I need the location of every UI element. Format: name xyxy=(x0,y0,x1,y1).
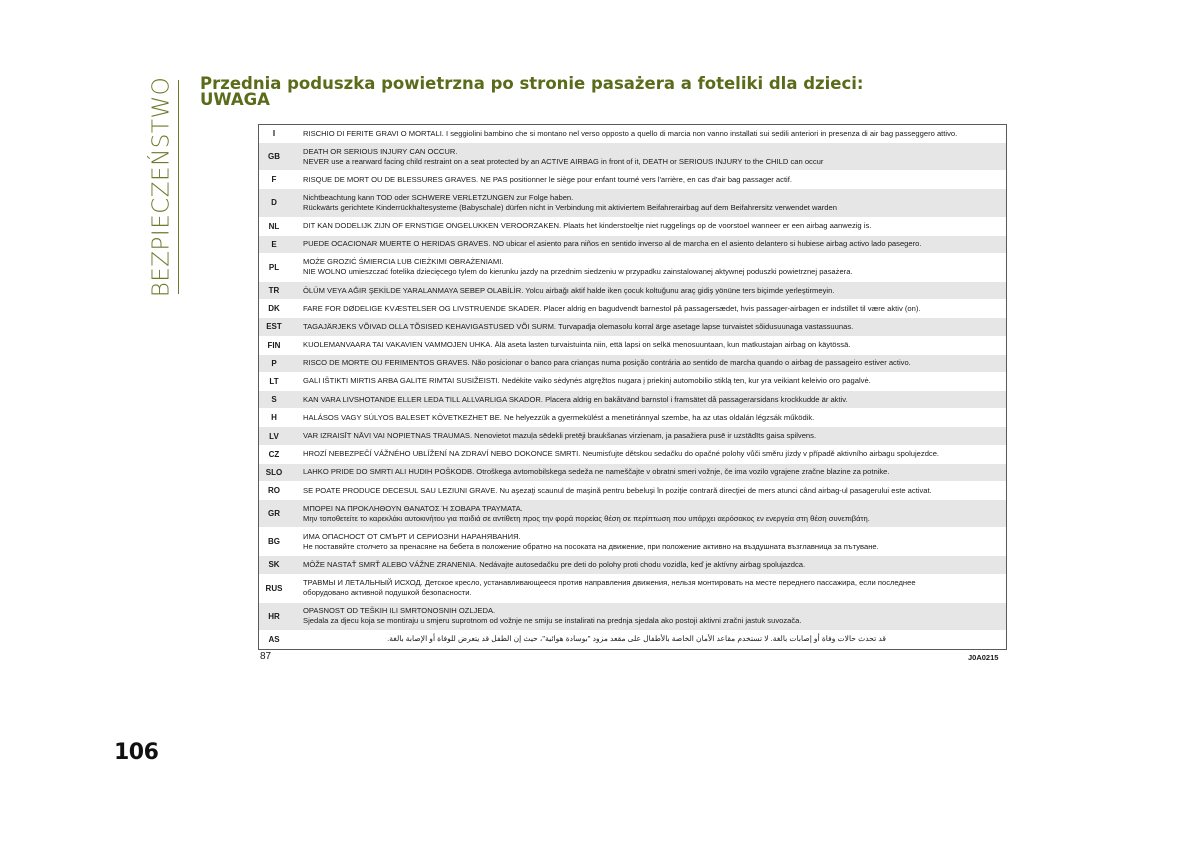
language-code: HR xyxy=(268,611,280,621)
heading-line-1: Przednia poduszka powietrzna po stronie pasażera a foteliki dla dzieci: xyxy=(200,74,864,93)
table-row xyxy=(259,446,1006,464)
warning-text xyxy=(289,603,1006,630)
section-label-text: BEZPIECZEŃSTWO xyxy=(148,76,174,298)
language-code: PL xyxy=(268,262,280,272)
warning-text xyxy=(289,300,1006,317)
warning-text xyxy=(289,337,1006,354)
language-code: GR xyxy=(268,509,280,519)
table-row xyxy=(259,189,1006,217)
warning-text-line: LAHKO PRIDE DO SMRTI ALI HUDIH POŠKODB. Otroškega avtomobilskega sedeža ne nameščajte v obratni smeri vožnje, če ima vozilo vgrajene zračne blazine za potnike. xyxy=(303,467,890,477)
warning-text xyxy=(289,125,1006,142)
language-code: SK xyxy=(268,560,280,570)
table-row xyxy=(259,556,1006,574)
warning-text-line: ТРАВМЫ И ЛЕТАЛЬНЫЙ ИСХОД. Детское кресло, устанавливающееся против направления движения, нельзя монтировать на месте переднего пассажира, если последнее xyxy=(303,578,916,588)
language-code: F xyxy=(271,175,277,185)
warning-text-line: ΜΠΟΡΕΙ ΝΑ ΠΡΟΚΛΗΘΟΥΝ ΘΑΝΑΤΟΣ Ή ΣΟΒΑΡΑ ΤΡΑΥΜΑΤΑ. xyxy=(303,503,523,513)
warning-text-line: Rückwärts gerichtete Kinderrückhaltesysteme (Babyschale) dürfen nicht in Verbindung mit aktiviertem Beifahrerairbag auf dem Beifahrersitz verwendet warden xyxy=(303,202,837,212)
warning-text xyxy=(289,528,1006,555)
warning-text-line: RISCHIO DI FERITE GRAVI O MORTALI. I seggiolini bambino che si montano nel verso opposto a quello di marcia non vanno installati sui sedili anteriori in presenza di air bag passeggero attivo. xyxy=(303,128,958,138)
table-row xyxy=(259,355,1006,373)
warning-text-line: RISQUE DE MORT OU DE BLESSURES GRAVES. NE PAS positionner le siège pour enfant tourné vers l'arrière, en cas d'air bag passager actif. xyxy=(303,174,792,184)
table-row xyxy=(259,236,1006,254)
table-row xyxy=(259,282,1006,300)
heading-line-2: UWAGA xyxy=(200,90,270,109)
warning-text-line: KUOLEMANVAARA TAI VAKAVIEN VAMMOJEN UHKA. Älä aseta lasten turvaistuinta niin, että lapsi on selkä menosuuntaan, kun matkustajan airbag on käytössä. xyxy=(303,340,851,350)
language-code: LV xyxy=(269,431,279,441)
language-code: D xyxy=(271,198,277,208)
warning-text xyxy=(289,373,1006,390)
language-code: NL xyxy=(268,221,280,231)
warning-text-line: ÖLÜM VEYA AĞIR ŞEKİLDE YARALANMAYA SEBEP OLABİLİR. Yolcu airbağı aktif halde iken çocuk koltuğunu araç gidiş yönüne ters biçimde yerleştirmeyin. xyxy=(303,285,835,295)
warning-text-line: HROZÍ NEBEZPEČÍ VÁŽNÉHO UBLÍŽENÍ NA ZDRAVÍ NEBO DOKONCE SMRTI. Neumisťujte dětskou sedačku do opačné polohy vůči směru jízdy v případě aktivního airbagu spolujezdce. xyxy=(303,449,940,459)
warning-text-line: MÔŽE NASTAŤ SMRŤ ALEBO VÁŽNE ZRANENIA. Nedávajte autosedačku pre deti do polohy proti chodu vozidla, keď je aktívny airbag spolujazdca. xyxy=(303,559,806,569)
table-row xyxy=(259,500,1006,528)
warning-text xyxy=(289,282,1006,299)
airbag-warning-table xyxy=(258,124,1007,650)
table-row xyxy=(259,125,1006,143)
warning-text-line: Sjedala za djecu koja se montiraju u smjeru suprotnom od vožnje ne smiju se instalirati na prednja sjedala ako postoji aktivni zračni jastuk suvozača. xyxy=(303,616,802,626)
warning-text xyxy=(289,409,1006,426)
table-row xyxy=(259,337,1006,355)
language-code: DK xyxy=(268,304,280,314)
language-code: P xyxy=(271,358,277,368)
warning-text xyxy=(289,189,1006,216)
table-row xyxy=(259,427,1006,445)
warning-text xyxy=(289,355,1006,372)
warning-text xyxy=(289,575,1006,602)
warning-text-line: DIT KAN DODELIJK ZIJN OF ERNSTIGE ONGELUKKEN VEROORZAKEN. Plaats het kinderstoeltje niet ruggelings op de voorstoel wanneer er een airbag aanwezig is. xyxy=(303,221,872,231)
table-row xyxy=(259,373,1006,391)
language-code: TR xyxy=(268,286,280,296)
warning-text xyxy=(289,500,1006,527)
warning-text-line: PUEDE OCACIONAR MUERTE O HERIDAS GRAVES. NO ubicar el asiento para niños en sentido inverso al de marcha en el asiento delantero si hubiese airbag activo lado pasegero. xyxy=(303,239,922,249)
table-row xyxy=(259,254,1006,282)
warning-text-line: قد تحدث حالات وفاة أو إصابات بالغة. لا تستخدم مقاعد الأمان الخاصة بالأطفال على مقعد مزود "بوسادة هوائية"، حيث إن الطفل قد يتعرض للوفاة أو الإصابة بالغة. xyxy=(387,634,886,644)
warning-text-line: FARE FOR DØDELIGE KVÆSTELSER OG LIVSTRUENDE SKADER. Placer aldrig en bagudvendt barnestol på passagersædet, hvis passager-airbagen er indstillet til være aktiv (on). xyxy=(303,303,921,313)
warning-text-line: RISCO DE MORTE OU FERIMENTOS GRAVES. Não posicionar o banco para crianças numa posição contrária ao sentido de marcha quando o airbag de passageiro estiver activo. xyxy=(303,358,911,368)
language-code: E xyxy=(271,239,277,249)
language-code: GB xyxy=(268,152,280,162)
warning-text-line: ИМА ОПАСНОСТ ОТ СМЪРТ И СЕРИОЗНИ НАРАНЯВАНИЯ. xyxy=(303,531,521,541)
warning-text-line: OPASNOST OD TEŠKIH ILI SMRTONOSNIH OZLJEDA. xyxy=(303,606,496,616)
warning-text xyxy=(289,318,1006,335)
warning-text xyxy=(289,464,1006,481)
warning-text-line: Не поставяйте столчето за пренасяне на бебета в положение обратно на посоката на движение, при положение активно на въздушната възглавница за пътуване. xyxy=(303,541,879,551)
warning-text-line: Nichtbeachtung kann TOD oder SCHWERE VERLETZUNGEN zur Folge haben. xyxy=(303,192,574,202)
table-row xyxy=(259,391,1006,409)
warning-text-line: Μην τοποθετείτε το καρεκλάκι αυτοκινήτου για παιδιά σε αντίθετη προς την φορά πορείας θέση σε περίπτωση που υπάρχει αερόσακος εν ενεργεία στη θέση συνεπιβάτη. xyxy=(303,513,870,523)
warning-text-line: MOŻE GROZIĆ ŚMIERCIA LUB CIEŻKIMI OBRAŻENIAMI. xyxy=(303,257,504,267)
language-code: I xyxy=(272,129,276,139)
table-row xyxy=(259,409,1006,427)
warning-text-line: NEVER use a rearward facing child restraint on a seat protected by an ACTIVE AIRBAG in front of it, DEATH or SERIOUS INJURY to the CHILD can occur xyxy=(303,156,824,166)
warning-text xyxy=(289,254,1006,281)
table-row xyxy=(259,300,1006,318)
language-code: CZ xyxy=(268,449,280,459)
language-code: SLO xyxy=(265,467,283,477)
table-row xyxy=(259,318,1006,336)
table-row xyxy=(259,218,1006,236)
section-divider xyxy=(178,80,179,294)
warning-text-line: SE POATE PRODUCE DECESUL SAU LEZIUNI GRAVE. Nu aşezaţi scaunul de maşină pentru bebeluşi în poziţie contrară direcţiei de mers atunci când airbag-ul pasagerului este activat. xyxy=(303,485,932,495)
warning-text xyxy=(289,236,1006,253)
warning-text-line: TAGAJÄRJEKS VÕIVAD OLLA TÕSISED KEHAVIGASTUSED VÕI SURM. Turvapadja olemasolu korral ärge asetage lapse turvaistet sõidusuunaga vastassuunas. xyxy=(303,321,854,331)
table-row xyxy=(259,464,1006,482)
table-row xyxy=(259,603,1006,631)
language-code: S xyxy=(271,395,277,405)
figure-reference: J0A0215 xyxy=(968,653,999,662)
language-code: BG xyxy=(268,537,280,547)
language-code: H xyxy=(271,413,277,423)
warning-text-line: GALI IŠTIKTI MIRTIS ARBA GALITE RIMTAI SUSIŽEISTI. Nedėkite vaiko sėdynės atgręžtos nugara į priekinį automobilio stiklą ten, kur yra veikiant keleivio oro pagalvė. xyxy=(303,376,871,386)
table-row xyxy=(259,528,1006,556)
language-code: RO xyxy=(268,486,280,496)
language-code: RUS xyxy=(265,583,283,593)
warning-text xyxy=(289,391,1006,408)
figure-page-number: 87 xyxy=(260,651,272,662)
language-code: LT xyxy=(269,376,279,386)
table-row xyxy=(259,631,1006,649)
page-number: 106 xyxy=(114,740,159,765)
warning-text xyxy=(289,482,1006,499)
warning-text-line: KAN VARA LIVSHOTANDE ELLER LEDA TILL ALLVARLIGA SKADOR. Placera aldrig en bakåtvänd barnstol i framsätet då passagerarsidans krockkudde är aktiv. xyxy=(303,394,848,404)
language-code: FIN xyxy=(267,340,281,350)
language-code: EST xyxy=(266,322,282,332)
warning-text xyxy=(289,556,1006,573)
warning-text xyxy=(289,446,1006,463)
warning-text-line: VAR IZRAISĪT NĀVI VAI NOPIETNAS TRAUMAS. Nenovietot mazuļa sēdekli pretēji braukšanas virzienam, ja pasažiera pusē ir uzstādīts gaisa spilvens. xyxy=(303,431,817,441)
warning-text-line: NIE WOLNO umieszczać fotelika dziecięcego tylem do kierunku jazdy na przednim siedzeniu w przypadku zainstalowanej aktywnej poduszki powietrznej pasażera. xyxy=(303,267,853,277)
warning-text xyxy=(289,218,1006,235)
table-row xyxy=(259,171,1006,189)
warning-text xyxy=(289,171,1006,188)
table-row xyxy=(259,482,1006,500)
warning-text-line: DEATH OR SERIOUS INJURY CAN OCCUR. xyxy=(303,146,458,156)
table-row xyxy=(259,143,1006,171)
language-code: AS xyxy=(268,634,280,644)
warning-text-line: HALÁSOS VAGY SÚLYOS BALESET KÖVETKEZHET BE. Ne helyezzük a gyermekülést a menetiránnyal szembe, ha az utas oldalán légzsák működik. xyxy=(303,412,815,422)
warning-text xyxy=(289,143,1006,170)
warning-text xyxy=(289,427,1006,444)
page-heading xyxy=(200,76,1000,108)
warning-text-line: оборудовано активной подушкой безопасности. xyxy=(303,588,472,598)
warning-text xyxy=(289,631,1006,648)
table-row xyxy=(259,575,1006,603)
section-label xyxy=(141,76,181,298)
